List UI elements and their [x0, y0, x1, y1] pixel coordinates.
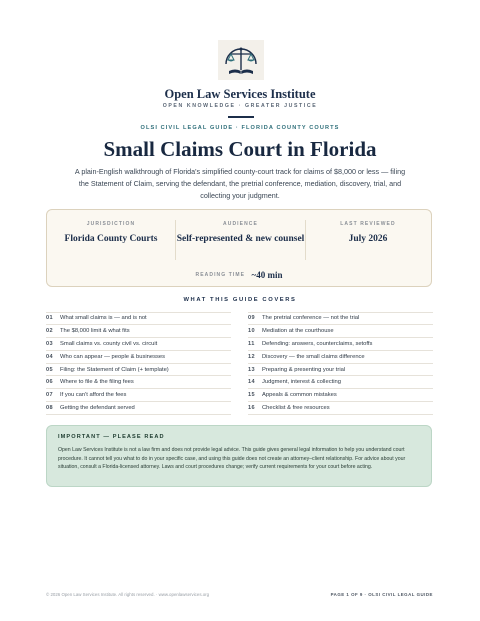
covers-heading: WHAT THIS GUIDE COVERS — [183, 297, 297, 303]
toc-item[interactable] — [46, 351, 231, 364]
toc-number: 10 — [248, 327, 256, 334]
org-name: Open Law Services Institute — [164, 87, 316, 101]
toc-label: Appeals & common mistakes — [262, 392, 337, 399]
toc-label: Getting the defendant served — [60, 405, 135, 412]
toc-number: 02 — [46, 327, 54, 334]
toc-item[interactable] — [46, 325, 231, 338]
toc-number: 13 — [248, 366, 256, 373]
meta-jurisdiction — [47, 220, 175, 260]
toc-number: 11 — [248, 340, 255, 347]
reading-time-value: ~40 min — [251, 269, 283, 280]
meta-jurisdiction-label: JURISDICTION — [86, 221, 136, 227]
toc-number: 05 — [46, 366, 54, 373]
toc-number: 04 — [46, 353, 54, 360]
toc-item[interactable] — [46, 389, 231, 402]
toc-label: Filing: the Statement of Claim (+ template) — [60, 366, 169, 373]
toc-item[interactable] — [248, 351, 433, 364]
toc-item[interactable] — [248, 338, 433, 351]
title-divider — [228, 116, 254, 118]
toc-number: 08 — [46, 405, 54, 412]
scales-of-justice-book-icon — [218, 40, 264, 80]
toc-item[interactable] — [248, 376, 433, 389]
toc-label: Small claims vs. county civil vs. circuit — [60, 340, 158, 347]
reading-time-label: READING TIME — [195, 271, 246, 278]
guide-meta-card — [46, 209, 432, 287]
toc-label: Defending: answers, counterclaims, setoffs — [262, 340, 373, 347]
toc-number: 03 — [46, 340, 54, 347]
toc-label: Checklist & free resources — [262, 405, 330, 412]
toc-item[interactable] — [248, 402, 433, 415]
toc-number: 07 — [46, 392, 54, 399]
toc-column-right — [248, 312, 433, 415]
toc-number: 14 — [248, 379, 256, 386]
lede-paragraph: A plain-English walkthrough of Florida's simplified county-court track for claims of $8,000 or less — filing the Statement of Claim, serving the defendant, the pretrial conference, mediation, discovery, trial, and collecting your judgment. — [74, 167, 406, 200]
toc-item[interactable] — [248, 389, 433, 402]
important-notice — [46, 425, 432, 487]
toc-item[interactable] — [46, 376, 231, 389]
toc-item[interactable] — [248, 364, 433, 377]
toc-number: 16 — [248, 405, 256, 412]
meta-audience-value: Self-represented & new counsel — [176, 234, 305, 244]
toc-label: The pretrial conference — not the trial — [262, 315, 360, 322]
toc-label: Mediation at the courthouse — [262, 327, 334, 334]
page-title: Small Claims Court in Florida — [103, 137, 377, 161]
toc-number: 01 — [46, 315, 54, 322]
toc-label: Judgment, interest & collecting — [262, 379, 341, 386]
meta-reading-time — [47, 266, 431, 284]
toc-column-left — [46, 312, 231, 415]
org-tagline: OPEN KNOWLEDGE · GREATER JUSTICE — [162, 103, 318, 109]
meta-reviewed-value: July 2026 — [348, 234, 388, 244]
notice-title: IMPORTANT — PLEASE READ — [58, 434, 165, 440]
toc-item[interactable] — [46, 364, 231, 377]
toc-item[interactable] — [248, 325, 433, 338]
toc-label: Who can appear — people & businesses — [60, 353, 166, 360]
toc-item[interactable] — [46, 338, 231, 351]
toc-number: 09 — [248, 315, 256, 322]
toc-label: Preparing & presenting your trial — [262, 366, 346, 373]
toc-label: Where to file & the filing fees — [60, 379, 134, 386]
footer-page-number: PAGE 1 OF 9 · OLSI CIVIL LEGAL GUIDE — [330, 592, 433, 597]
toc-label: What small claims is — and is not — [60, 315, 147, 322]
toc-item[interactable] — [248, 312, 433, 325]
series-label: OLSI CIVIL LEGAL GUIDE · FLORIDA COUNTY COURTS — [140, 125, 340, 131]
meta-audience-label: AUDIENCE — [223, 221, 258, 227]
toc-item[interactable] — [46, 402, 231, 415]
notice-body: Open Law Services Institute is not a law firm and does not provide legal advice. This guide gives general legal information to help you understand court procedure. It cannot tell you what to do in your specific case, and using this guide does not create an attorney–client relationship. For advice about your situation, consult a Florida-licensed attorney. Laws and court procedures change; verify current requirements for your court before acting. — [58, 447, 406, 471]
meta-audience — [175, 220, 306, 260]
toc-number: 06 — [46, 379, 54, 386]
toc-label: The $8,000 limit & what fits — [60, 327, 130, 334]
footer-copyright: © 2026 Open Law Services Institute. All rights reserved. · www.openlawservices.org — [46, 592, 210, 597]
toc-label: Discovery — the small claims difference — [262, 353, 365, 360]
meta-jurisdiction-value: Florida County Courts — [64, 234, 158, 244]
toc-number: 15 — [248, 392, 256, 399]
meta-reviewed — [304, 220, 432, 260]
toc-label: If you can't afford the fees — [60, 392, 127, 399]
toc-item[interactable] — [46, 312, 231, 325]
toc-number: 12 — [248, 353, 256, 360]
meta-reviewed-label: LAST REVIEWED — [340, 221, 396, 227]
